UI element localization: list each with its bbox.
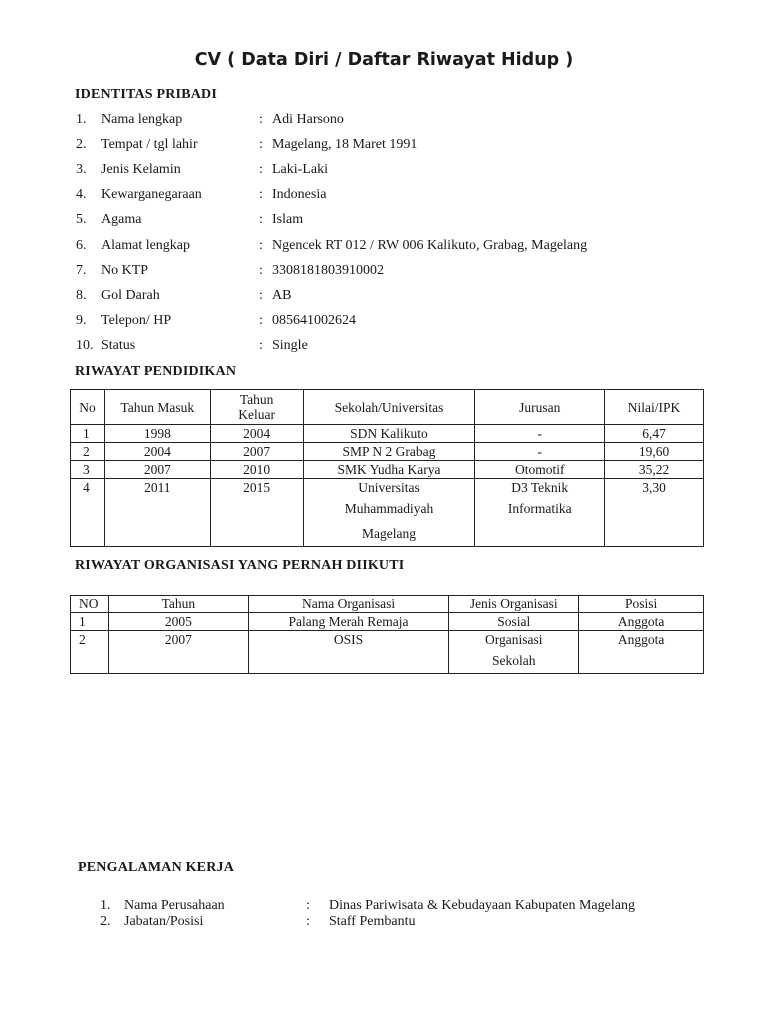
cell-no: 3 bbox=[71, 461, 105, 479]
field-colon: : bbox=[259, 263, 263, 278]
experience-row bbox=[0, 914, 768, 932]
cell-jurusan: - bbox=[475, 443, 605, 461]
cell-line: Sekolah bbox=[492, 653, 536, 668]
row-number: 6. bbox=[76, 238, 87, 253]
page-title: CV ( Data Diri / Daftar Riwayat Hidup ) bbox=[194, 50, 574, 70]
field-colon: : bbox=[306, 914, 310, 929]
cell-no: 1 bbox=[71, 425, 105, 443]
column-header-tahun-keluar: Tahun Keluar bbox=[210, 390, 303, 425]
cell-tahun: 2007 bbox=[108, 631, 248, 674]
cell-nilai: 19,60 bbox=[605, 443, 704, 461]
table-row bbox=[71, 613, 704, 631]
row-number: 3. bbox=[76, 162, 87, 177]
field-colon: : bbox=[259, 162, 263, 177]
field-colon: : bbox=[259, 187, 263, 202]
cell-tahun-keluar: 2015 bbox=[210, 479, 303, 547]
cell-jurusan bbox=[475, 479, 605, 547]
cell-tahun-keluar: 2004 bbox=[210, 425, 303, 443]
field-colon: : bbox=[259, 212, 263, 227]
field-label: Alamat lengkap bbox=[101, 238, 191, 253]
field-value: Magelang, 18 Maret 1991 bbox=[272, 137, 418, 152]
cell-line: Organisasi bbox=[485, 632, 543, 647]
table-row bbox=[71, 461, 704, 479]
identity-row bbox=[0, 187, 768, 207]
row-number: 5. bbox=[76, 212, 87, 227]
field-value: Laki-Laki bbox=[272, 162, 328, 177]
identity-row bbox=[0, 137, 768, 157]
table-header-row bbox=[71, 596, 704, 613]
field-colon: : bbox=[259, 238, 263, 253]
identity-row bbox=[0, 112, 768, 132]
row-number: 8. bbox=[76, 288, 87, 303]
cell-tahun-keluar: 2010 bbox=[210, 461, 303, 479]
field-colon: : bbox=[306, 898, 310, 913]
section-heading-pengalaman: PENGALAMAN KERJA bbox=[78, 860, 235, 875]
cell-nilai: 6,47 bbox=[605, 425, 704, 443]
field-label: Telepon/ HP bbox=[101, 313, 172, 328]
field-label: Gol Darah bbox=[101, 288, 160, 303]
cell-line: Universitas bbox=[358, 480, 420, 495]
column-header-no: NO bbox=[71, 596, 109, 613]
cell-tahun-keluar: 2007 bbox=[210, 443, 303, 461]
education-table bbox=[70, 389, 704, 547]
field-label: No KTP bbox=[101, 263, 149, 278]
identity-row bbox=[0, 162, 768, 182]
field-value: 085641002624 bbox=[272, 313, 356, 328]
field-label: Kewarganegaraan bbox=[101, 187, 202, 202]
field-label: Nama Perusahaan bbox=[124, 898, 225, 913]
field-label: Tempat / tgl lahir bbox=[101, 137, 198, 152]
cell-no: 2 bbox=[71, 443, 105, 461]
cell-jenis-organisasi bbox=[449, 631, 579, 674]
column-header-nama-organisasi: Nama Organisasi bbox=[248, 596, 449, 613]
cell-sekolah: SMP N 2 Grabag bbox=[303, 443, 475, 461]
cell-posisi: Anggota bbox=[579, 631, 704, 674]
field-value: Ngencek RT 012 / RW 006 Kalikuto, Grabag, Magelang bbox=[272, 238, 588, 253]
cell-nama-organisasi: OSIS bbox=[248, 631, 449, 674]
table-header-row bbox=[71, 390, 704, 425]
field-value: Adi Harsono bbox=[272, 112, 344, 127]
field-colon: : bbox=[259, 313, 263, 328]
field-label: Agama bbox=[101, 212, 142, 227]
column-header-tahun-masuk: Tahun Masuk bbox=[104, 390, 210, 425]
table-row bbox=[71, 479, 704, 547]
column-header-nilai: Nilai/IPK bbox=[605, 390, 704, 425]
row-number: 7. bbox=[76, 263, 87, 278]
section-heading-pendidikan: RIWAYAT PENDIDIKAN bbox=[75, 364, 237, 379]
identity-row bbox=[0, 238, 768, 258]
organization-table bbox=[70, 595, 704, 674]
row-number: 2. bbox=[76, 137, 87, 152]
field-value: Staff Pembantu bbox=[329, 914, 416, 929]
cell-posisi: Anggota bbox=[579, 613, 704, 631]
field-value: AB bbox=[272, 288, 292, 303]
row-number: 1. bbox=[76, 112, 87, 127]
column-header-no: No bbox=[71, 390, 105, 425]
cell-tahun: 2005 bbox=[108, 613, 248, 631]
cell-tahun-masuk: 2004 bbox=[104, 443, 210, 461]
field-label: Jenis Kelamin bbox=[101, 162, 181, 177]
table-row bbox=[71, 425, 704, 443]
identity-row bbox=[0, 263, 768, 283]
field-colon: : bbox=[259, 112, 263, 127]
cell-sekolah bbox=[303, 479, 475, 547]
cell-line: Muhammadiyah bbox=[344, 501, 434, 516]
identity-row bbox=[0, 288, 768, 308]
column-header-jurusan: Jurusan bbox=[475, 390, 605, 425]
cell-tahun-masuk: 2011 bbox=[104, 479, 210, 547]
cell-nilai: 35,22 bbox=[605, 461, 704, 479]
table-row bbox=[71, 631, 704, 674]
column-header-posisi: Posisi bbox=[579, 596, 704, 613]
row-number: 1. bbox=[100, 898, 111, 913]
cell-nama-organisasi: Palang Merah Remaja bbox=[248, 613, 449, 631]
identity-row bbox=[0, 338, 768, 358]
column-header-tahun: Tahun bbox=[108, 596, 248, 613]
column-header-jenis-organisasi: Jenis Organisasi bbox=[449, 596, 579, 613]
field-label: Nama lengkap bbox=[101, 112, 183, 127]
field-value: 3308181803910002 bbox=[272, 263, 384, 278]
column-header-sekolah: Sekolah/Universitas bbox=[303, 390, 475, 425]
row-number: 10. bbox=[76, 338, 94, 353]
cell-no: 1 bbox=[71, 613, 109, 631]
cell-jurusan: - bbox=[475, 425, 605, 443]
cell-no: 4 bbox=[71, 479, 105, 547]
cell-jenis-organisasi: Sosial bbox=[449, 613, 579, 631]
field-value: Single bbox=[272, 338, 308, 353]
section-heading-identitas: IDENTITAS PRIBADI bbox=[75, 87, 218, 102]
field-colon: : bbox=[259, 338, 263, 353]
cell-no: 2 bbox=[71, 631, 109, 674]
row-number: 2. bbox=[100, 914, 111, 929]
field-value: Indonesia bbox=[272, 187, 327, 202]
identity-row bbox=[0, 212, 768, 232]
cell-tahun-masuk: 1998 bbox=[104, 425, 210, 443]
cell-line: D3 Teknik bbox=[511, 480, 569, 495]
field-colon: : bbox=[259, 137, 263, 152]
field-value: Dinas Pariwisata & Kebudayaan Kabupaten Magelang bbox=[329, 898, 635, 913]
row-number: 4. bbox=[76, 187, 87, 202]
cell-jurusan: Otomotif bbox=[475, 461, 605, 479]
cell-line: Magelang bbox=[361, 526, 416, 541]
field-label: Jabatan/Posisi bbox=[124, 914, 204, 929]
field-value: Islam bbox=[272, 212, 304, 227]
cell-nilai: 3,30 bbox=[605, 479, 704, 547]
identity-row bbox=[0, 313, 768, 333]
section-heading-organisasi: RIWAYAT ORGANISASI YANG PERNAH DIIKUTI bbox=[75, 558, 405, 573]
cell-tahun-masuk: 2007 bbox=[104, 461, 210, 479]
cell-line: Informatika bbox=[507, 501, 572, 516]
table-row bbox=[71, 443, 704, 461]
cell-sekolah: SDN Kalikuto bbox=[303, 425, 475, 443]
field-colon: : bbox=[259, 288, 263, 303]
cell-sekolah: SMK Yudha Karya bbox=[303, 461, 475, 479]
field-label: Status bbox=[101, 338, 136, 353]
row-number: 9. bbox=[76, 313, 87, 328]
